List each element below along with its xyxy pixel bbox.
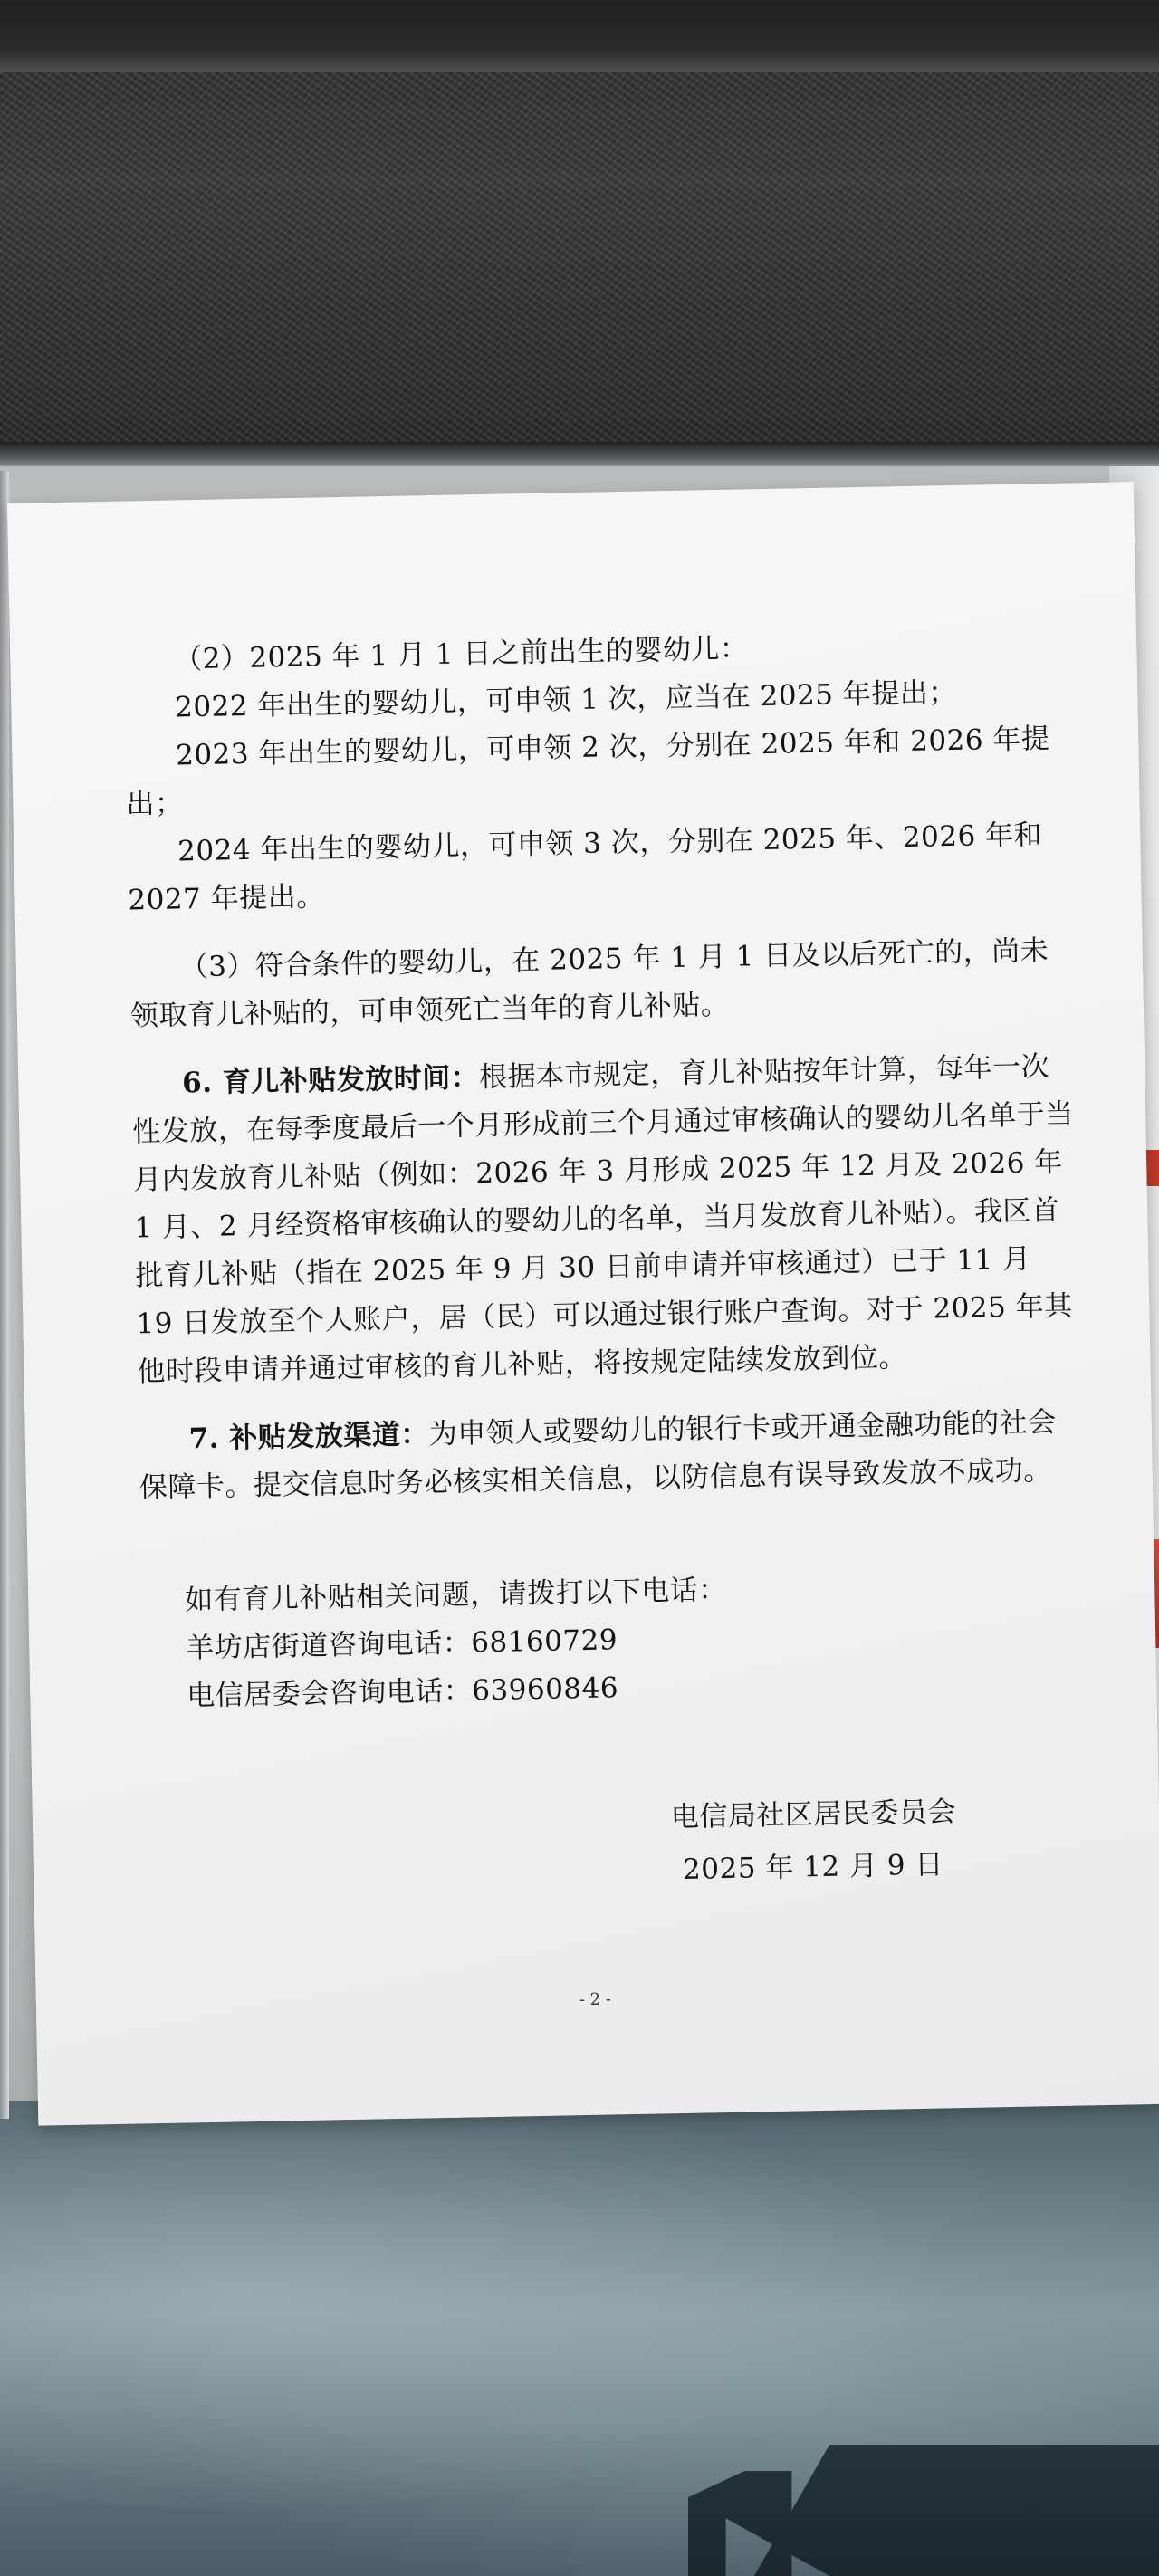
item-6-text: 根据本市规定，育儿补贴按年计算，每年一次性发放，在每季度最后一个月形成前三个月通过审核确认的婴幼儿名单于当月内发放育儿补贴（例如：2026 年 3 月形成 2025 年 12 月及 2026 年 1 月、2 月经资格审核确认的婴幼儿的名单，当月发放育儿补贴）。我区首批育儿补贴（指在 2025 年 9 月 30 日前申请并审核通过）已于 11 月 19 日发放至个人账户，居（民）可以通过银行账户查询。对于 2025 年其他时段申请并通过审核的育儿补贴，将按规定陆续发放到位。 <box>132 1050 1075 1389</box>
paragraph-item-6 <box>131 1043 1079 1397</box>
paragraph-item-7 <box>138 1398 1081 1512</box>
signature-org: 电信局社区居民委员会 <box>670 1796 957 1834</box>
paragraph-born-2022: 2022 年出生的婴幼儿，可申领 1 次，应当在 2025 年提出； <box>174 675 958 724</box>
contact-line-committee: 电信居委会咨询电话：63960846 <box>186 1671 619 1713</box>
signature-date: 2025 年 12 月 9 日 <box>682 1848 944 1886</box>
notice-paper <box>7 482 1159 2126</box>
paragraph-born-2024: 2024 年出生的婴幼儿，可申领 3 次，分别在 2025 年、2026 年和 2027 年提出。 <box>128 819 1043 917</box>
contact-intro: 如有育儿补贴相关问题，请拨打以下电话： <box>184 1573 728 1617</box>
notice-body <box>123 619 1089 1907</box>
item-6-heading: 6. 育儿补贴发放时间： <box>181 1061 480 1100</box>
panel-edge <box>0 442 1159 469</box>
red-mark <box>1145 1150 1159 1186</box>
panel-top-band <box>0 0 1159 72</box>
page-shadow <box>0 471 9 2119</box>
contact-line-street: 羊坊店街道咨询电话：68160729 <box>185 1623 618 1665</box>
page-number: - 2 - <box>579 1989 612 2010</box>
contact-block <box>141 1559 1086 1721</box>
paragraph-born-before-2025: （2）2025 年 1 月 1 日之前出生的婴幼儿： <box>173 632 749 676</box>
item-7-heading: 7. 补贴发放渠道： <box>188 1418 430 1456</box>
signature-block <box>146 1783 1089 1906</box>
item-7-text: 为申领人或婴幼儿的银行卡或开通金融功能的社会保障卡。提交信息时务必核实相关信息，以防信息有误导致发放不成功。 <box>139 1405 1057 1505</box>
paragraph-deceased: （3）符合条件的婴幼儿，在 2025 年 1 月 1 日及以后死亡的，尚未领取育儿补贴的，可申领死亡当年的育儿补贴。 <box>129 934 1049 1033</box>
paragraph-born-2023: 2023 年出生的婴幼儿，可申领 2 次，分别在 2025 年和 2026 年提出； <box>126 722 1050 821</box>
